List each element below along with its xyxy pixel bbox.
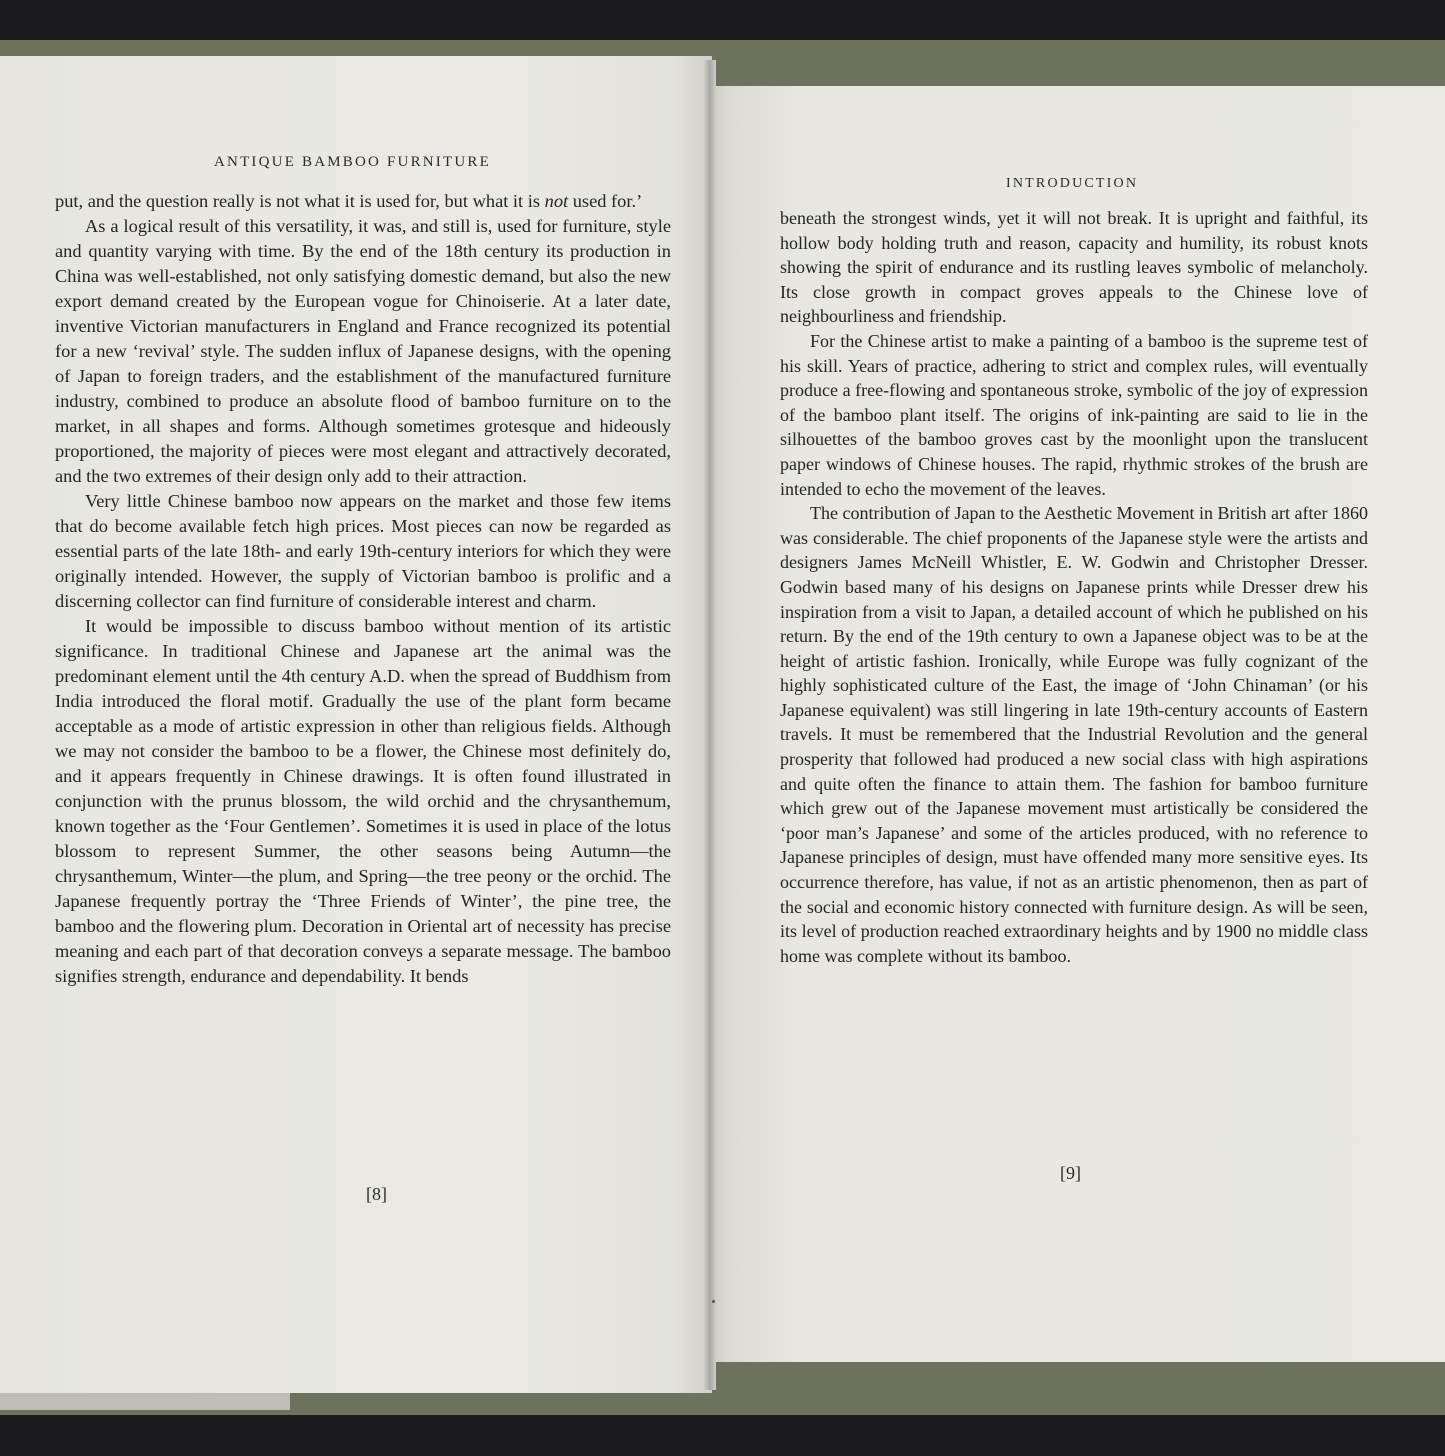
left-paragraph-1-emphasis: not	[544, 191, 569, 211]
right-paragraph-2: For the Chinese artist to make a painting of a bamboo is the supreme test of his skill. Years of practice, adhering to strict and complex rules, will eventually produce a free-flowing and spontaneous stroke, symbolic of the joy of expression of the bamboo plant itself. The origins of ink-painting are said to lie in the silhouettes of the bamboo groves cast by the moonlight upon the translucent paper windows of Chinese houses. The rapid, rhythmic strokes of the brush are intended to echo the movement of the leaves.	[780, 330, 1368, 499]
book-gutter	[704, 60, 716, 1390]
right-running-head: INTRODUCTION	[1006, 176, 1139, 191]
left-paragraph-4: It would be impossible to discuss bamboo without mention of its artistic significance. In traditional Chinese and Japanese art the animal was the predominant element until the 4th century A.D. when the spread of Buddhism from India introduced the floral motif. Gradually the use of the plant form became acceptable as a mode of artistic expression in other than religious fields. Although we may not consider the bamboo to be a flower, the Chinese most definitely do, and it appears frequently in Chinese drawings. It is often found illustrated in conjunction with the prunus blossom, the wild orchid and the chrysanthemum, known together as the ‘Four Gentlemen’. Sometimes it is used in place of the lotus blossom to represent Summer, the other seasons being Autumn—the chrysanthemum, Winter—the plum, and Spring—the tree peony or the orchid. The Japanese frequently portray the ‘Three Friends of Winter’, the pine tree, the bamboo and the flowering plum. Decoration in Oriental art of necessity has precise meaning and each part of that decoration conveys a separate message. The bamboo signifies strength, endurance and dependability. It bends	[55, 616, 671, 986]
right-body-text	[780, 206, 1368, 968]
right-paragraph-3: The contribution of Japan to the Aesthetic Movement in British art after 1860 was considerable. The chief proponents of the Japanese style were the artists and designers James McNeill Whistler, E. W. Godwin and Christopher Dresser. Godwin based many of his designs on Japanese prints while Dresser drew his inspiration from a visit to Japan, a detailed account of which he published on his return. By the end of the 19th century to own a Japanese object was to be at the height of artistic fashion. Ironically, while Europe was fully cognizant of the highly sophisticated culture of the East, the image of ‘John Chinaman’ (or his Japanese equivalent) was still lingering in late 19th-century accounts of Eastern travels. It must be remembered that the Industrial Revolution and the general prosperity that followed had produced a new social class with high aspirations and quite often the finance to attain them. The fashion for bamboo furniture which grew out of the Japanese movement must artistically be considered the ‘poor man’s Japanese’ and some of the articles produced, with no reference to Japanese principles of design, must have offended many more sensitive eyes. Its occurrence therefore, has value, if not as an artistic phenomenon, then as part of the social and economic history connected with furniture design. As will be seen, its level of production reached extraordinary heights and by 1900 no middle class home was complete without its bamboo.	[780, 503, 1368, 966]
left-paragraph-1	[55, 189, 671, 214]
right-page	[708, 86, 1445, 1362]
left-running-head: ANTIQUE BAMBOO FURNITURE	[214, 154, 491, 170]
left-paragraph-1-end: used for.’	[568, 191, 643, 211]
left-page	[0, 56, 712, 1393]
paper-speck	[712, 1300, 715, 1303]
left-paragraph-2: As a logical result of this versatility, it was, and still is, used for furniture, style and quantity varying with time. By the end of the 18th century its production in China was well-established, not only satisfying domestic demand, but also the new export demand created by the European vogue for Chinoiserie. At a later date, inventive Victorian manufacturers in England and France recognized its potential for a new ‘revival’ style. The sudden influx of Japanese designs, with the opening of Japan to foreign traders, and the establishment of the manufactured furniture industry, combined to produce an absolute flood of bamboo furniture on to the market, in all shapes and forms. Although sometimes grotesque and hideously proportioned, the majority of pieces were most elegant and attractively decorated, and the two extremes of their design only add to their attraction.	[55, 216, 671, 486]
right-paragraph-1: beneath the strongest winds, yet it will not break. It is upright and faithful, its hollow body holding truth and reason, capacity and humility, its robust knots showing the spirit of endurance and its rustling leaves symbolic of melancholy. Its close growth in compact groves appeals to the Chinese love of neighbourliness and friendship.	[780, 208, 1368, 327]
left-page-number: [8]	[366, 1184, 387, 1204]
right-page-number: [9]	[1060, 1163, 1081, 1183]
left-body-text	[55, 189, 671, 989]
left-paragraph-1-start: put, and the question really is not what it is used for, but what it is	[55, 191, 545, 211]
left-paragraph-3: Very little Chinese bamboo now appears on the market and those few items that do become available fetch high prices. Most pieces can now be regarded as essential parts of the late 18th- and early 19th-century interiors for which they were originally intended. However, the supply of Victorian bamboo is prolific and a discerning collector can find furniture of considerable interest and charm.	[55, 491, 671, 611]
